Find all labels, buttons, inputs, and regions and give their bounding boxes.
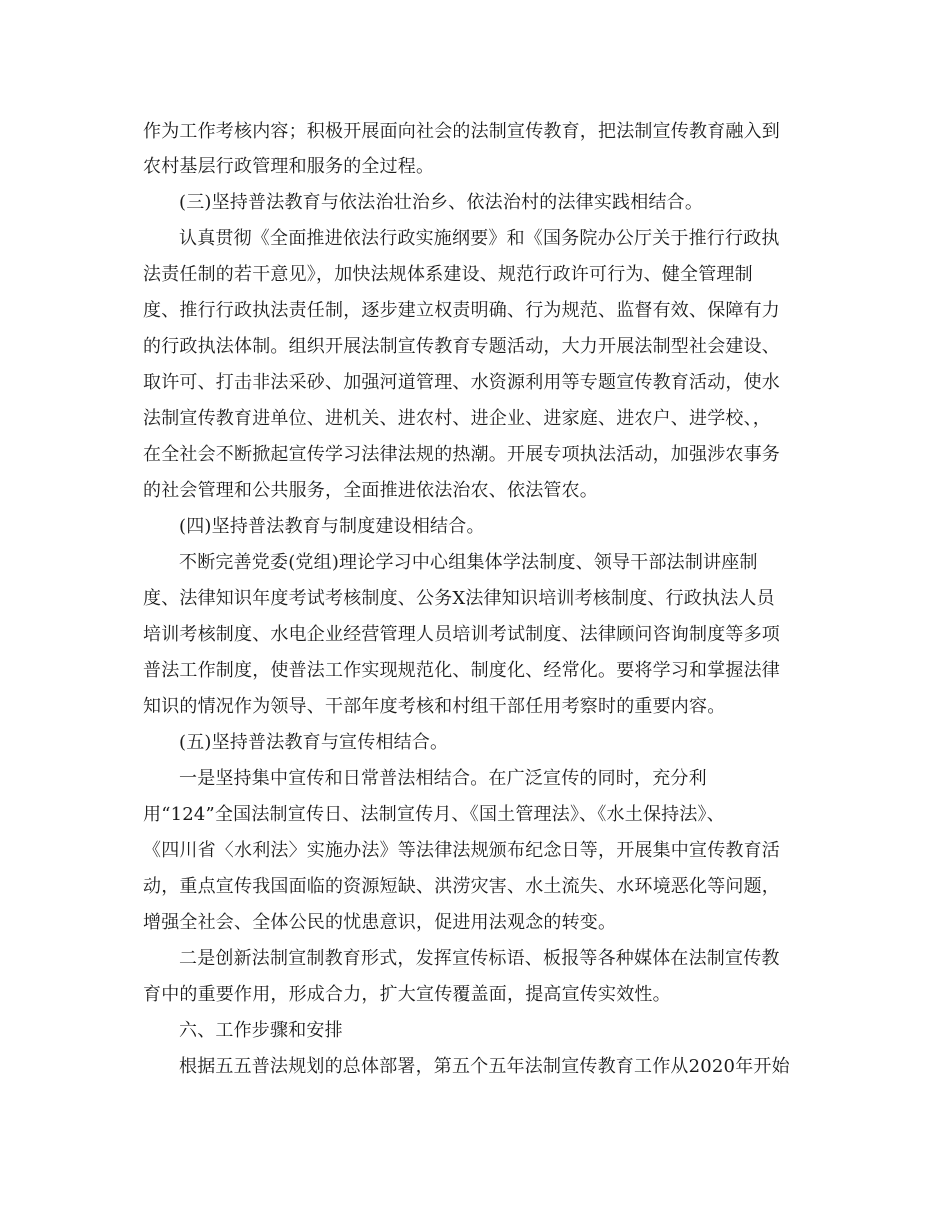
paragraph-start: 一是坚持集中宣传和日常普法相结合。在广泛宣传的同时，充分利 xyxy=(179,768,707,789)
text-line: 育中的重要作用，形成合力，扩大宣传覆盖面，提高宣传实效性。 xyxy=(143,984,671,1005)
section-heading: 六、工作步骤和安排 xyxy=(179,1020,343,1041)
paragraph-start: 二是创新法制宣制教育形式，发挥宣传标语、板报等各种媒体在法制宣传教 xyxy=(179,948,780,969)
text-line: 作为工作考核内容；积极开展面向社会的法制宣传教育，把法制宣传教育融入到 xyxy=(143,121,780,142)
text-line: 的行政执法体制。组织开展法制宣传教育专题活动，大力开展法制型社会建设、 xyxy=(143,336,780,357)
paragraph-start: 不断完善党委(党组)理论学习中心组集体学法制度、领导干部法制讲座制 xyxy=(179,552,758,573)
text-line: 法制宣传教育进单位、进机关、进农村、进企业、进家庭、进农户、进学校、， xyxy=(143,408,771,429)
text-line: 的社会管理和公共服务，全面推进依法治农、依法管农。 xyxy=(143,480,598,501)
text-line: 农村基层行政管理和服务的全过程。 xyxy=(143,156,435,177)
text-line: 培训考核制度、水电企业经营管理人员培训考试制度、法律顾问咨询制度等多项 xyxy=(143,624,780,645)
section-heading: (三)坚持普法教育与依法治壮治乡、依法治村的法律实践相结合。 xyxy=(179,192,704,213)
text-line: 增强全社会、全体公民的忧患意识，促进用法观念的转变。 xyxy=(143,912,617,933)
text-line: 《四川省〈水利法〉实施办法》等法律法规颁布纪念日等，开展集中宣传教育活 xyxy=(143,840,780,861)
text-line: 动，重点宣传我国面临的资源短缺、洪涝灾害、水土流失、水环境恶化等问题， xyxy=(143,876,780,897)
text-line: 法责任制的若干意见》，加快法规体系建设、规范行政许可行为、健全管理制 xyxy=(143,264,753,285)
section-heading: (五)坚持普法教育与宣传相结合。 xyxy=(179,732,449,753)
text-line: 度、推行行政执法责任制，逐步建立权责明确、行为规范、监督有效、保障有力 xyxy=(143,300,780,321)
text-line: 用“124”全国法制宣传日、法制宣传月、《国土管理法》、《水土保持法》、 xyxy=(143,804,725,825)
paragraph-start: 认真贯彻《全面推进依法行政实施纲要》和《国务院办公厅关于推行行政执 xyxy=(179,228,780,249)
text-line: 取许可、打击非法采砂、加强河道管理、水资源利用等专题宣传教育活动，使水 xyxy=(143,372,780,393)
text-line: 度、法律知识年度考试考核制度、公务X法律知识培训考核制度、行政执法人员 xyxy=(143,588,775,609)
text-line: 知识的情况作为领导、干部年度考核和村组干部任用考察时的重要内容。 xyxy=(143,696,726,717)
text-line: 普法工作制度，使普法工作实现规范化、制度化、经常化。要将学习和掌握法律 xyxy=(143,660,780,681)
paragraph-start: 根据五五普法规划的总体部署，第五个五年法制宣传教育工作从2020年开始 xyxy=(179,1056,790,1077)
section-heading: (四)坚持普法教育与制度建设相结合。 xyxy=(179,516,485,537)
text-line: 在全社会不断掀起宣传学习法律法规的热潮。开展专项执法活动，加强涉农事务 xyxy=(143,444,780,465)
